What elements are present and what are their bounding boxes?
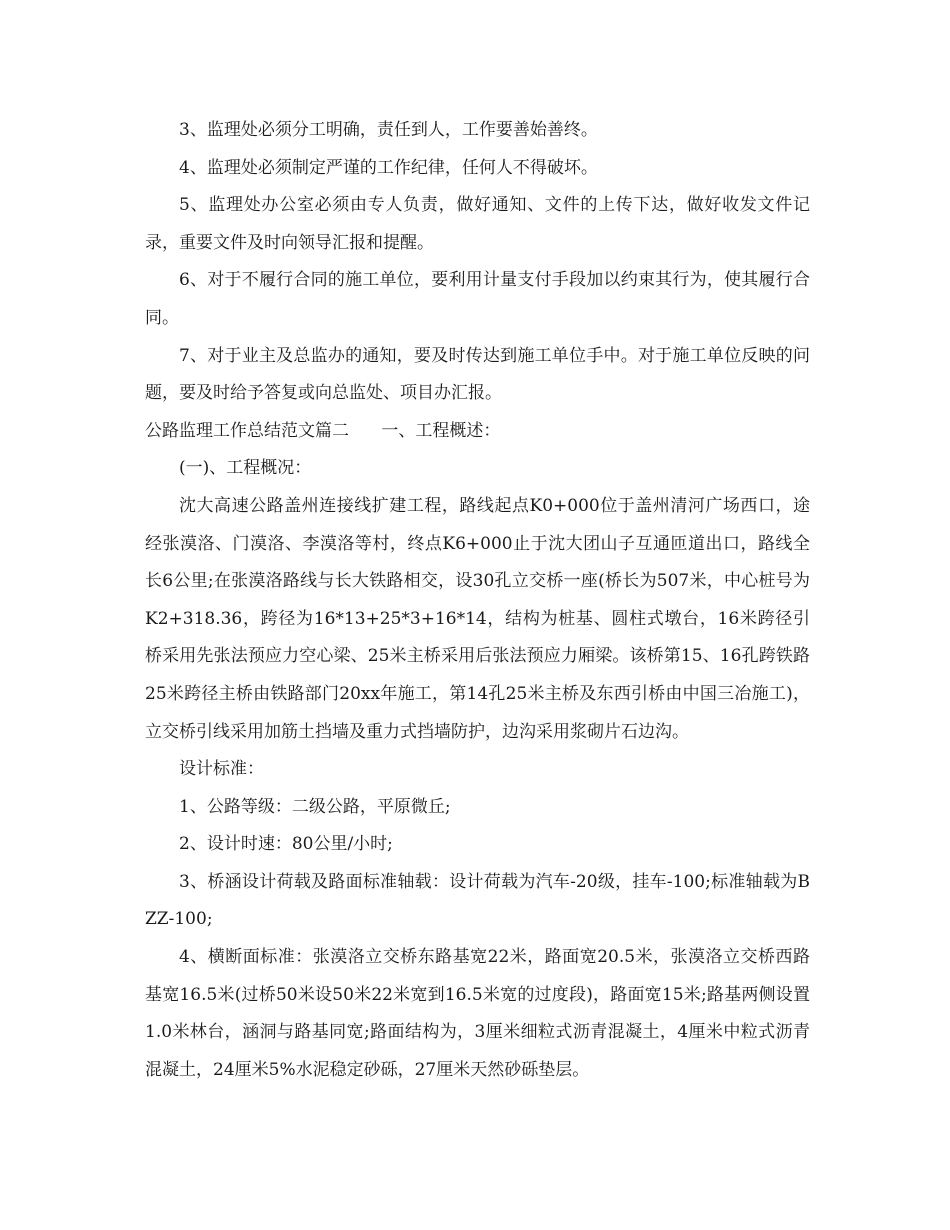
standard-item-3: 3、桥涵设计荷载及路面标准轴载：设计荷载为汽车-20级，挂车-100;标准轴载为BZZ-100; [145,871,810,930]
paragraph-item-3: 3、监理处必须分工明确，责任到人，工作要善始善终。 [179,120,598,140]
paragraph-item-4: 4、监理处必须制定严谨的工作纪律，任何人不得破坏。 [179,157,598,178]
standard-item-1: 1、公路等级：二级公路，平原微丘; [179,796,451,817]
paragraph-item-5: 5、监理处办公室必须由专人负责，做好通知、文件的上传下达，做好收发文件记录，重要文件及时向领导汇报和提醒。 [145,195,810,253]
paragraph-item-6: 6、对于不履行合同的施工单位，要利用计量支付手段加以约束其行为，使其履行合同。 [145,270,810,328]
section-heading: 公路监理工作总结范文篇二 一、工程概述： [145,420,501,441]
standard-item-2: 2、设计时速：80公里/小时; [179,834,393,855]
paragraph-item-7: 7、对于业主及总监办的通知，要及时传达到施工单位手中。对于施工单位反映的问题，要及时给予答复或向总监处、项目办汇报。 [145,345,810,404]
document-body [145,112,810,1089]
subsection-heading: (一)、工程概况： [179,458,312,479]
design-standard-heading: 设计标准： [179,759,264,780]
project-overview-paragraph: 沈大高速公路盖州连接线扩建工程，路线起点K0+000位于盖州清河广场西口，途经张漠洛、门漠洛、李漠洛等村，终点K6+000止于沈大团山子互通匝道出口，路线全长6公里;在张漠洛路线与长大铁路相交，设30孔立交桥一座(桥长为507米，中心桩号为K2+318.36，跨径为16*13+25*3+16*14，结构为桩基、圆柱式墩台，16米跨径引桥采用先张法预应力空心梁、25米主桥采用后张法预应力厢梁。该桥第15、16孔跨铁路25米跨径主桥由铁路部门20xx年施工，第14孔25米主桥及东西引桥由中国三冶施工)，立交桥引线采用加筋土挡墙及重力式挡墙防护，边沟采用浆砌片石边沟。 [145,495,810,742]
standard-item-4: 4、横断面标准：张漠洛立交桥东路基宽22米，路面宽20.5米，张漠洛立交桥西路基宽16.5米(过桥50米设50米22米宽到16.5米宽的过度段)，路面宽15米;路基两侧设置1.0米林台，涵洞与路基同宽;路面结构为，3厘米细粒式沥青混凝土，4厘米中粒式沥青混凝土，24厘米5%水泥稳定砂砾，27厘米天然砂砾垫层。 [145,947,810,1080]
